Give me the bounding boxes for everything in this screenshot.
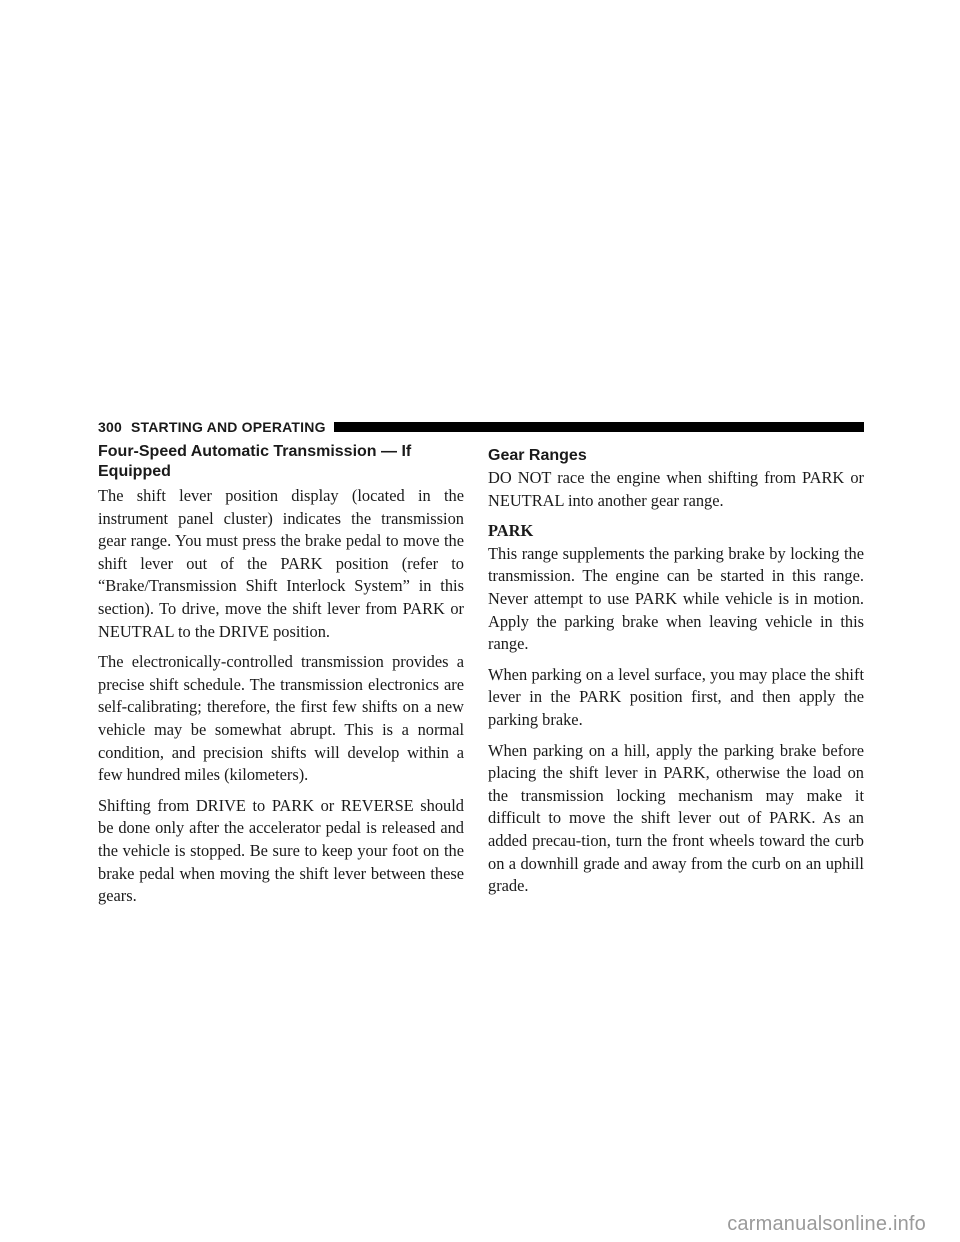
paragraph: Shifting from DRIVE to PARK or REVERSE should be done only after the accelerator pedal is released and the vehicle is stopped. Be sure to keep your foot on the brake pedal when moving the shift lever between these gears. <box>98 795 464 906</box>
page-number: 300 <box>98 419 122 435</box>
section-title: STARTING AND OPERATING <box>130 419 326 435</box>
page-header <box>98 418 864 436</box>
watermark: carmanualsonline.info <box>727 1213 926 1235</box>
paragraph: The shift lever position display (located in the instrument panel cluster) indicates the transmission gear range. You must press the brake pedal to move the shift lever out of the PARK position (refer to “Brake/Transmission Shift Interlock System” in this section). To drive, move the shift lever from PARK or NEUTRAL to the DRIVE position. <box>98 486 464 641</box>
park-subheading: PARK <box>488 521 534 541</box>
gear-ranges-intro: DO NOT race the engine when shifting from PARK or NEUTRAL into another gear range. <box>488 468 864 510</box>
paragraph: This range supplements the parking brake by locking the transmission. The engine can be started in this range. Never attempt to use PARK while vehicle is in motion. Apply the parking brake when leaving vehicle in this range. <box>488 543 864 654</box>
transmission-heading: Four-Speed Automatic Transmission — If Equipped <box>98 443 412 480</box>
paragraph: When parking on a level surface, you may place the shift lever in the PARK position first, and then apply the parking brake. <box>488 664 864 729</box>
paragraph: The electronically-controlled transmission provides a precise shift schedule. The transmission electronics are self-calibrating; therefore, the first few shifts on a new vehicle may be somewhat abrupt. This is a normal condition, and precision shifts will develop within a few hundred miles (kilometers). <box>98 652 464 785</box>
header-rule <box>334 422 864 432</box>
right-column <box>488 442 864 906</box>
gear-ranges-heading: Gear Ranges <box>488 447 587 464</box>
left-column <box>98 442 464 916</box>
paragraph: When parking on a hill, apply the parking brake before placing the shift lever in PARK, otherwise the load on the transmission locking mechanism may make it difficult to move the shift lever out of PARK. As an added precau-tion, turn the front wheels toward the curb on a downhill grade and away from the curb on an uphill grade. <box>488 740 864 896</box>
